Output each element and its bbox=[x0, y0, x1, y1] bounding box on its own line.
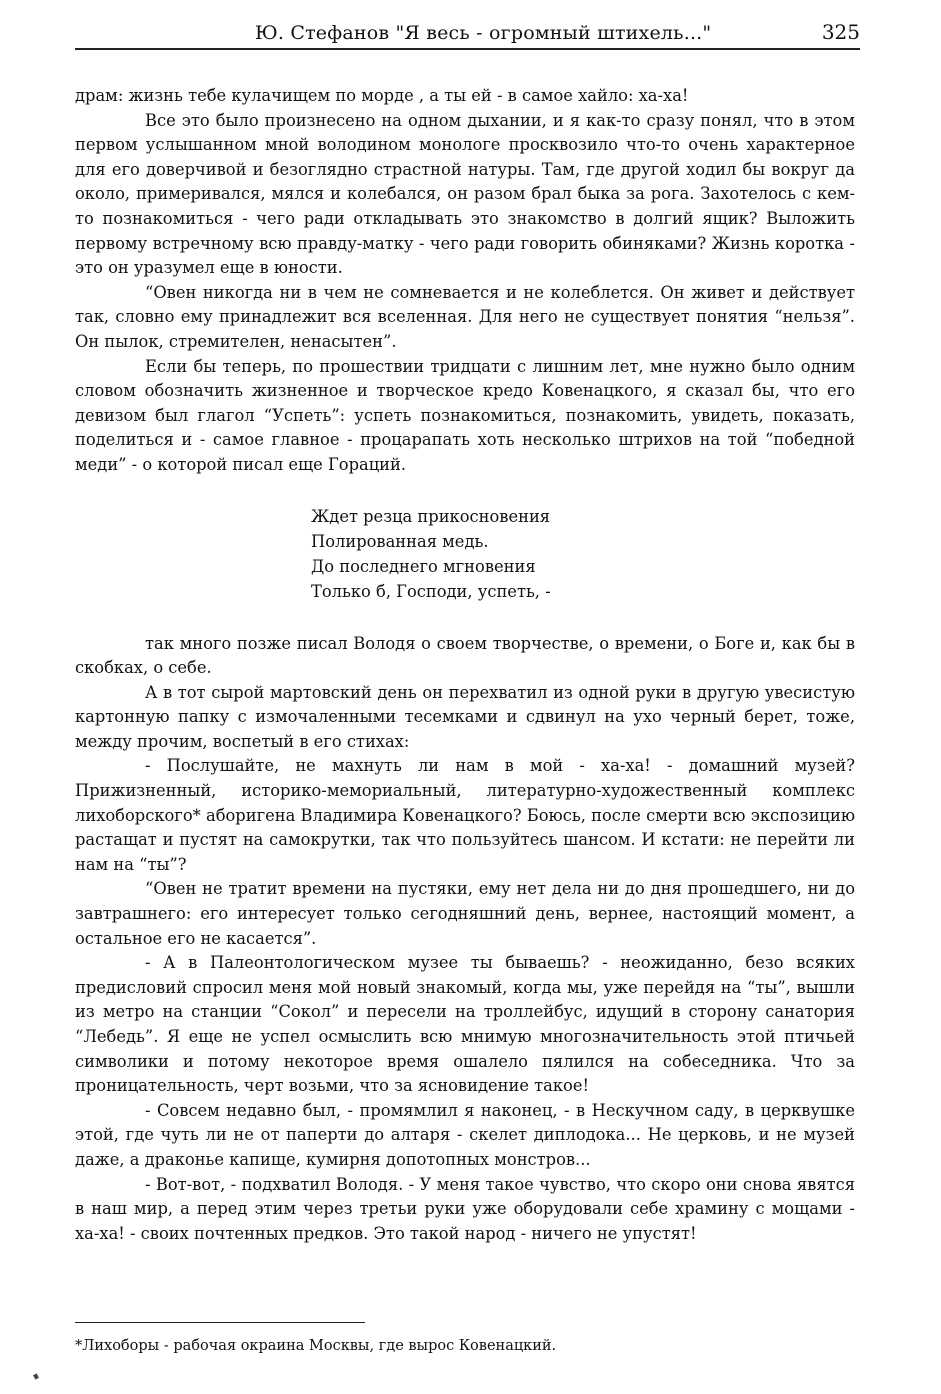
poem-line: Полированная медь. bbox=[311, 531, 489, 551]
poem-stanza bbox=[311, 504, 855, 604]
footnote: *Лихоборы - рабочая окраина Москвы, где вырос Ковенацкий. bbox=[75, 1338, 557, 1354]
poem-line: До последнего мгновения bbox=[311, 556, 536, 576]
page-number: 325 bbox=[821, 20, 860, 44]
running-header bbox=[75, 18, 860, 50]
quote-paragraph: “Овен никогда ни в чем не сомневается и не колеблется. Он живет и действует так, словно ему принадлежит вся вселенная. Для него не существует понятия “нельзя”. Он пылок, стремителен, ненасытен”. bbox=[75, 282, 855, 351]
scan-speck bbox=[33, 1373, 39, 1379]
body-text bbox=[75, 84, 855, 1246]
header-title: Ю. Стефанов "Я весь - огромный штихель..." bbox=[255, 22, 712, 44]
dialogue-paragraph: - А в Палеонтологическом музее ты бываешь? - неожиданно, безо всяких предисловий спросил меня мой новый знакомый, когда мы, уже перейдя на “ты”, вышли из метро на станции “Сокол” и пересели на троллейбус, идущий в сторону санатория “Лебедь”. Я еще не успел осмыслить всю мнимую многозначительность этой птичьей символики и потому некоторое время ошалело пялился на собеседника. Что за проницательность, черт возьми, что за ясновидение такое! bbox=[75, 953, 855, 1096]
header-rule bbox=[75, 48, 860, 50]
dialogue-paragraph: - Послушайте, не махнуть ли нам в мой - ха-ха! - домашний музей? Прижизненный, историко-мемориальный, литературно-художественный комплекс лихоборского* аборигена Владимира Ковенацкого? Боюсь, после смерти всю экспозицию растащат и пустят на самокрутки, так что пользуйтесь шансом. И кстати: не перейти ли нам на “ты”? bbox=[75, 756, 855, 874]
paragraph: драм: жизнь тебе кулачищем по морде , а ты ей - в самое хайло: ха-ха! bbox=[75, 86, 689, 105]
paragraph: А в тот сырой мартовский день он перехватил из одной руки в другую увесистую картонную папку с измочаленными тесемками и сдвинул на ухо черный берет, тоже, между прочим, воспетый в его стихах: bbox=[75, 682, 855, 751]
poem-line: Только б, Господи, успеть, - bbox=[311, 581, 551, 601]
paragraph: Все это было произнесено на одном дыхании, и я как-то сразу понял, что в этом первом услышанном мной володином монологе просквозило что-то очень характерное для его доверчивой и безоглядно страстной натуры. Там, где другой ходил бы вокруг да около, примеривался, мялся и колебался, он разом брал быка за рога. Захотелось с кем-то познакомиться - чего ради откладывать это знакомство в долгий ящик? Выложить первому встречному всю правду-матку - чего ради говорить обиняками? Жизнь коротка - это он уразумел еще в юности. bbox=[75, 110, 855, 278]
paragraph: так много позже писал Володя о своем творчестве, о времени, о Боге и, как бы в скобках, о себе. bbox=[75, 633, 855, 678]
quote-paragraph: “Овен не тратит времени на пустяки, ему нет дела ни до дня прошедшего, ни до завтрашнего: его интересует только сегодняшний день, вернее, настоящий момент, а остальное его не касается”. bbox=[75, 879, 855, 948]
paragraph: Если бы теперь, по прошествии тридцати с лишним лет, мне нужно было одним словом обозначить жизненное и творческое кредо Ковенацкого, я сказал бы, что его девизом был глагол “Успеть”: успеть познакомиться, познакомить, увидеть, показать, поделиться и - самое главное - процарапать хоть несколько штрихов на той “победной меди” - о которой писал еще Гораций. bbox=[75, 356, 855, 474]
footnote-rule bbox=[75, 1322, 365, 1323]
poem-line: Ждет резца прикосновения bbox=[311, 506, 551, 526]
dialogue-paragraph: - Совсем недавно был, - промямлил я наконец, - в Нескучном саду, в церквушке этой, где чуть ли не от паперти до алтаря - скелет диплодока... Не церковь, и не музей даже, а драконье капище, кумирня допотопных монстров... bbox=[75, 1100, 855, 1169]
dialogue-paragraph: - Вот-вот, - подхватил Володя. - У меня такое чувство, что скоро они снова явятся в наш мир, а перед этим через третьи руки уже оборудовали себе храмину с мощами - ха-ха! - своих почтенных предков. Это такой народ - ничего не упустят! bbox=[75, 1174, 855, 1243]
